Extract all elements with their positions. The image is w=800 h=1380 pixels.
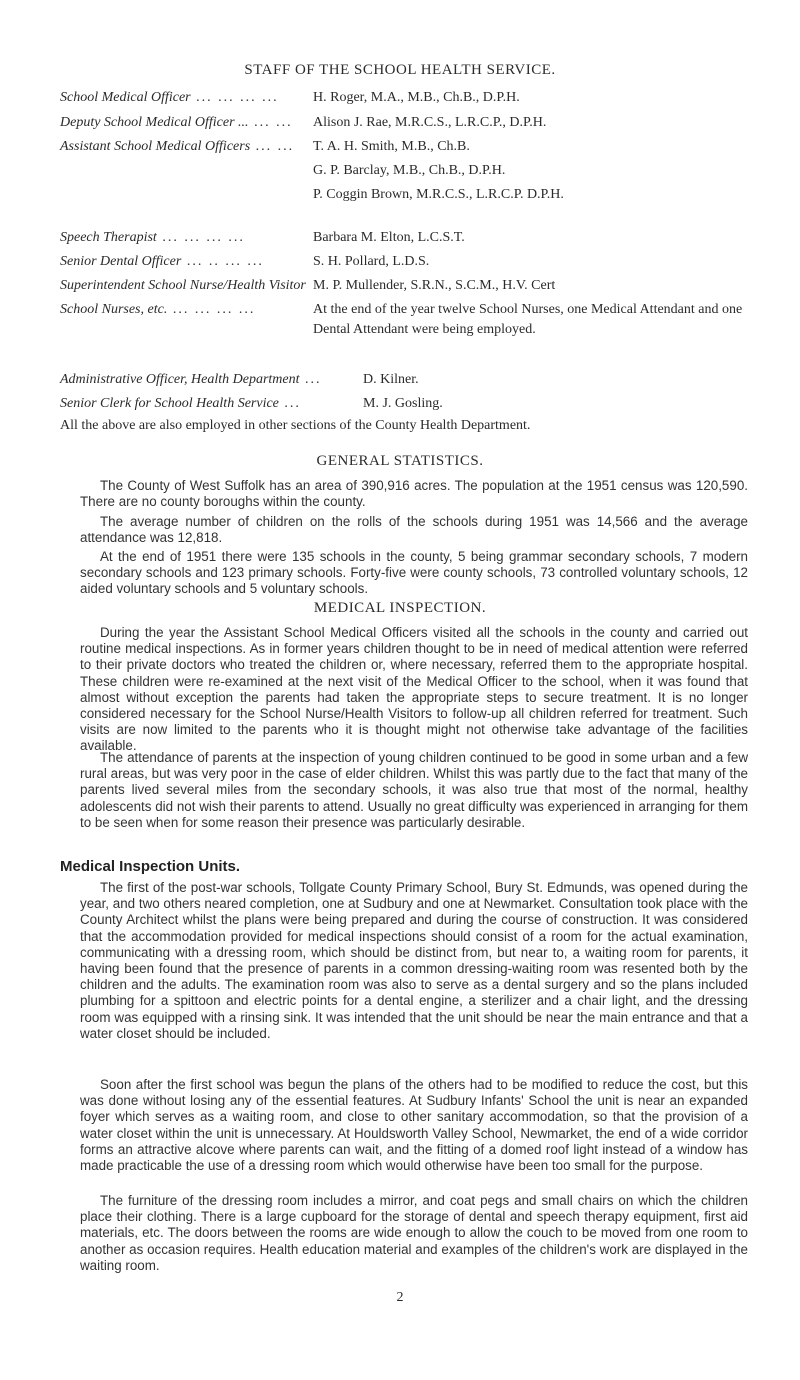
staff-role: School Nurses, etc. ... ... ... ... (60, 302, 256, 317)
staff-role: Administrative Officer, Health Department ... (60, 372, 322, 387)
staff-name: S. H. Pollard, L.D.S. (313, 254, 430, 269)
page-number: 2 (396, 1290, 404, 1305)
staff-name: P. Coggin Brown, M.R.C.S., L.R.C.P. D.P.H. (313, 187, 564, 202)
staff-name: Alison J. Rae, M.R.C.S., L.R.C.P., D.P.H. (313, 115, 547, 130)
staff-role: Deputy School Medical Officer ... ... ... (60, 115, 293, 130)
paragraph: The attendance of parents at the inspection of young children continued to be good in some urban and a few rural areas, but was very poor in the case of elder children. Whilst this was partly due to the fact that many of the parents lived several miles from the secondary schools, it was also true that most of the normal, healthy adolescents did not wish their parents to attend. Usually no great difficulty was experienced in arranging for them to be seen when for some reason their presence was particularly desirable. (80, 750, 748, 830)
medical-inspection-heading: MEDICAL INSPECTION. (313, 600, 487, 616)
paragraph: During the year the Assistant School Medical Officers visited all the schools in the county and carried out routine medical inspections. As in former years children thought to be in need of medical attention were referred to their private doctors who treated the children or, where necessary, referred them to the appropriate hospital. These children were re-examined at the next visit of the Medical Officer to the school, when it was found that almost without exception the parents had taken the appropriate steps to secure treatment. It is no longer considered necessary for the School Nurse/Health Visitors to follow-up all children referred for treatment. Such visits are now limited to the parents who it is thought might not otherwise take advantage of the facilities available. (80, 625, 748, 754)
section-subheading: Medical Inspection Units. (60, 858, 241, 875)
paragraph: At the end of 1951 there were 135 schools in the county, 5 being grammar secondary schools, 7 modern secondary schools and 123 primary schools. Forty-five were county schools, 73 controlled voluntary schools, 12 aided voluntary schools and 5 voluntary schools. (80, 549, 748, 597)
staff-role: Superintendent School Nurse/Health Visitor (60, 278, 306, 293)
staff-role: Senior Dental Officer ... .. ... ... (60, 254, 264, 269)
staff-role: Senior Clerk for School Health Service ... (60, 396, 301, 411)
staff-name: M. P. Mullender, S.R.N., S.C.M., H.V. Cert (313, 278, 556, 293)
staff-footnote: All the above are also employed in other sections of the County Health Department. (60, 418, 531, 433)
paragraph: The average number of children on the rolls of the schools during 1951 was 14,566 and the average attendance was 12,818. (80, 514, 748, 546)
paragraph: Soon after the first school was begun the plans of the others had to be modified to reduce the cost, but this was done without losing any of the essential features. At Sudbury Infants' School the unit is near an expanded foyer which serves as a waiting room, and close to other sanitary accommodation, so that the provision of a water closet within the unit is unnecessary. At Houldsworth Valley School, Newmarket, the end of a wide corridor forms an attractive alcove where parents can wait, and the fitting of a domed roof light instead of a window has made practicable the use of a dressing room which would otherwise have been too small for the purpose. (80, 1077, 748, 1174)
general-statistics-heading: GENERAL STATISTICS. (316, 453, 484, 469)
staff-heading: STAFF OF THE SCHOOL HEALTH SERVICE. (244, 62, 556, 78)
staff-name: Barbara M. Elton, L.C.S.T. (313, 230, 465, 245)
staff-name: H. Roger, M.A., M.B., Ch.B., D.P.H. (313, 90, 520, 105)
staff-name: G. P. Barclay, M.B., Ch.B., D.P.H. (313, 163, 506, 178)
staff-role: School Medical Officer ... ... ... ... (60, 90, 279, 105)
staff-name: T. A. H. Smith, M.B., Ch.B. (313, 139, 470, 154)
staff-role: Assistant School Medical Officers ... ... (60, 139, 295, 154)
paragraph: The County of West Suffolk has an area of 390,916 acres. The population at the 1951 census was 120,590. There are no county boroughs within the county. (80, 478, 748, 510)
paragraph: The first of the post-war schools, Tollgate County Primary School, Bury St. Edmunds, was opened during the year, and two others neared completion, one at Sudbury and one at Newmarket. Consultation took place with the County Architect whilst the plans were being prepared and during the course of construction. It was considered that the accommodation provided for medical inspections should consist of a room for the actual examination, communicating with a dressing room, which should be distinct from, but near to, a waiting room for parents, it having been found that the presence of parents in a common dressing-waiting room was resented both by the children and the adults. The examination room was also to serve as a dental surgery and so the plans included plumbing for a spittoon and electric points for a dental engine, a sterilizer and a chair light, and the dressing room was equipped with a rinsing sink. It was intended that the unit should be near the main entrance and that a water closet should be included. (80, 880, 748, 1041)
staff-name: D. Kilner. (363, 372, 419, 387)
paragraph: The furniture of the dressing room includes a mirror, and coat pegs and small chairs on which the children place their clothing. There is a large cupboard for the storage of dental and speech therapy equipment, first aid materials, etc. The doors between the rooms are wide enough to allow the couch to be moved from one room to another as occasion requires. Health education material and examples of the children's work are displayed in the waiting room. (80, 1193, 748, 1273)
staff-role: Speech Therapist ... ... ... ... (60, 230, 245, 245)
staff-name: At the end of the year twelve School Nurses, one Medical Attendant and one Dental Attendant were being employed. (313, 302, 743, 337)
staff-name: M. J. Gosling. (363, 396, 443, 411)
